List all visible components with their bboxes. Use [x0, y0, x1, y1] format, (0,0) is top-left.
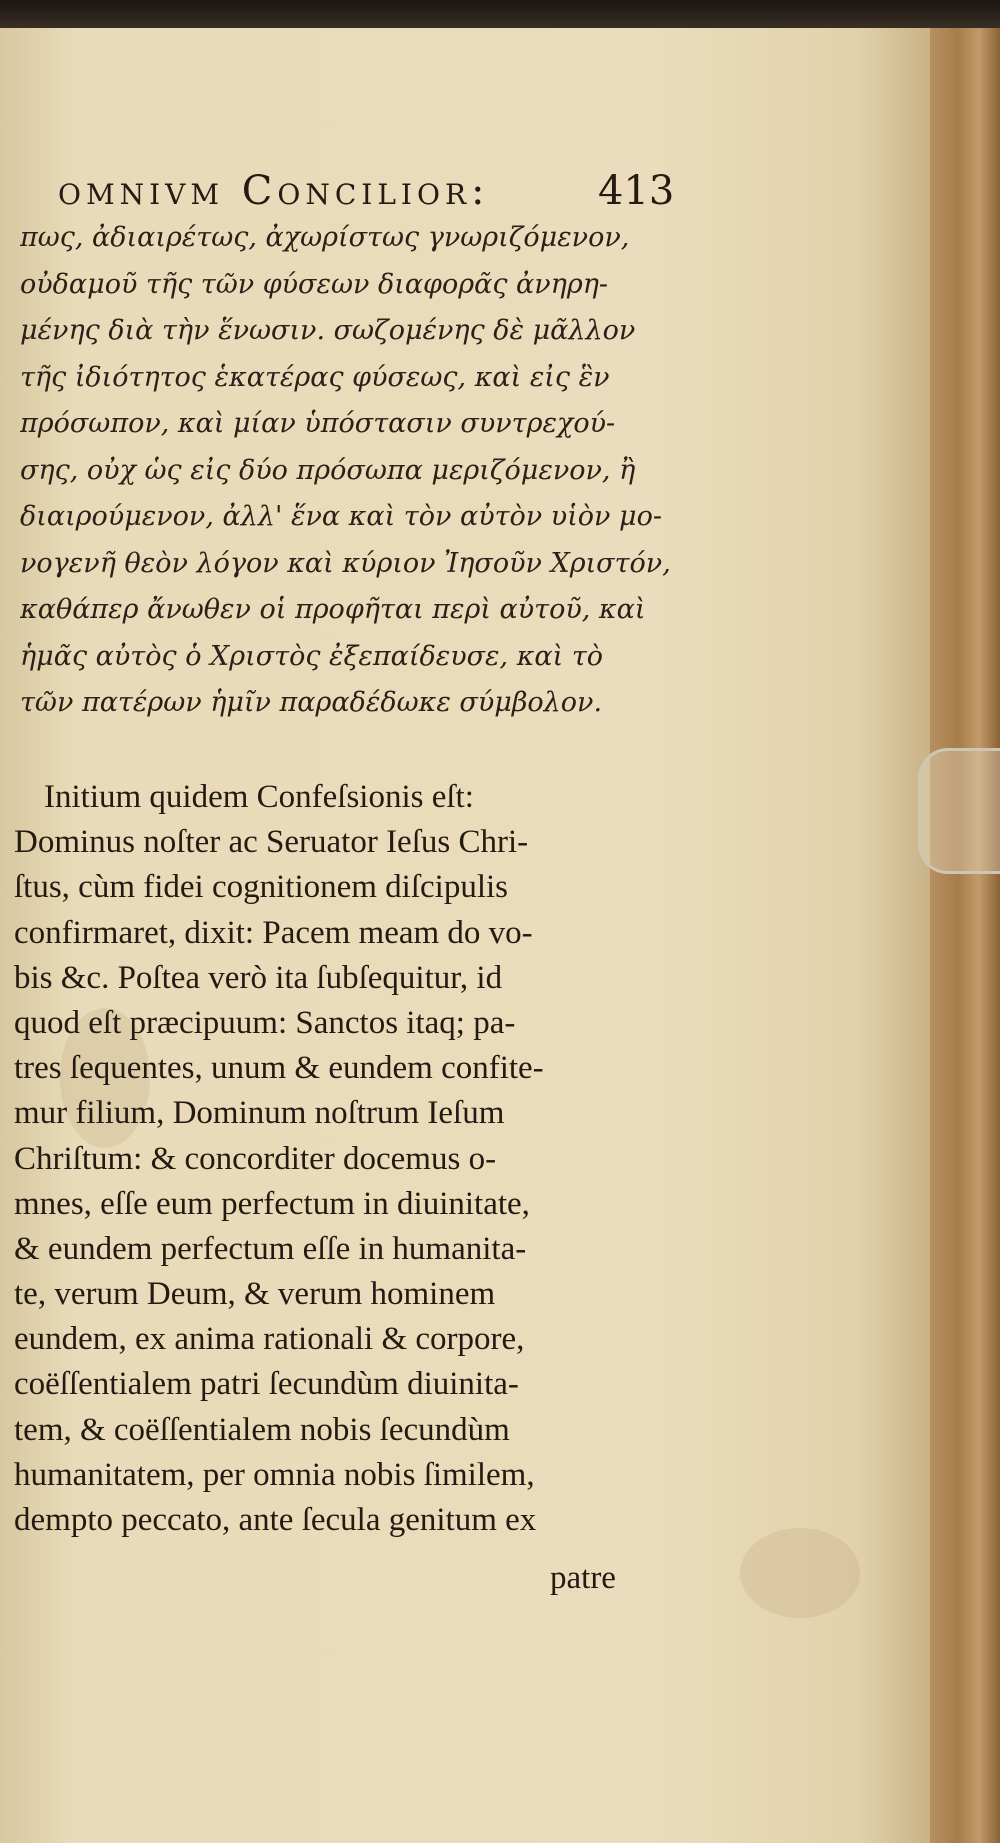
greek-line: τῆς ἰδιότητος ἑκατέρας φύσεως, καὶ εἰς ἓν [20, 361, 610, 393]
latin-line: coëſſentialem patri ſecundùm diuinita- [14, 1366, 519, 1403]
latin-line: & eundem perfectum eſſe in humanita- [14, 1230, 527, 1267]
latin-line: confirmaret, dixit: Pacem meam do vo- [14, 914, 533, 951]
latin-line: mur filium, Dominum noſtrum Ieſum [14, 1095, 505, 1132]
latin-line: ſtus, cùm fidei cognitionem diſcipulis [14, 869, 509, 906]
greek-line: σης, οὐχ ὡς εἰς δύο πρόσωπα μεριζόμενον, ἢ [20, 454, 636, 486]
greek-line: πρόσωπον, καὶ μίαν ὑπόστασιν συντρεχού- [20, 408, 616, 439]
latin-line: quod eſt præcipuum: Sanctos itaq; pa- [14, 1004, 516, 1041]
latin-line: eundem, ex anima rationali & corpore, [14, 1321, 525, 1358]
greek-line: νογενῆ θεὸν λόγον καὶ κύριον Ἰησοῦν Χριστόν, [20, 547, 671, 579]
page-edge [930, 28, 1000, 1843]
greek-line: διαιρούμενον, ἀλλ' ἕνα καὶ τὸν αὐτὸν υἱὸν μο- [20, 501, 662, 532]
page-clip-tab [918, 748, 1000, 874]
greek-line: τῶν πατέρων ἡμῖν παραδέδωκε σύμβολον. [20, 687, 603, 718]
running-title: omnivm Concilior: [58, 168, 490, 214]
greek-line: μένης διὰ τὴν ἕνωσιν. σωζομένης δὲ μᾶλλον [20, 315, 636, 346]
greek-line: ἡμᾶς αὐτὸς ὁ Χριστὸς ἐξεπαίδευσε, καὶ τὸ [20, 640, 604, 672]
greek-line: καθάπερ ἄνωθεν οἱ προφῆται περὶ αὐτοῦ, καὶ [20, 594, 646, 625]
latin-line: te, verum Deum, & verum hominem [14, 1276, 496, 1313]
latin-line: dempto peccato, ante ſecula genitum ex [14, 1502, 537, 1538]
latin-text-block [14, 775, 674, 1543]
greek-text-block [20, 215, 675, 727]
latin-line: tem, & coëſſentialem nobis ſecundùm [14, 1411, 510, 1448]
greek-line: οὐδαμοῦ τῆς τῶν φύσεων διαφορᾶς ἀνηρη- [20, 268, 609, 300]
catchword: patre [550, 1560, 616, 1596]
latin-line: Chriſtum: & concorditer docemus o- [14, 1140, 497, 1177]
latin-line: mnes, eſſe eum perfectum in diuinitate, [14, 1185, 530, 1222]
greek-line: πως, ἀδιαιρέτως, ἀχωρίστως γνωριζόμενον, [20, 222, 630, 253]
latin-line: tres ſequentes, unum & eundem confite- [14, 1050, 544, 1087]
page-number: 413 [598, 168, 675, 214]
latin-line: Initium quidem Confeſsionis eſt: [44, 779, 474, 815]
paper-stain [740, 1528, 860, 1618]
latin-line: humanitatem, per omnia nobis ſimilem, [14, 1456, 535, 1493]
top-shadow [0, 0, 1000, 30]
latin-line: Dominus noſter ac Seruator Ieſus Chri- [14, 824, 529, 861]
latin-line: bis &c. Poſtea verò ita ſubſequitur, id [14, 959, 503, 996]
